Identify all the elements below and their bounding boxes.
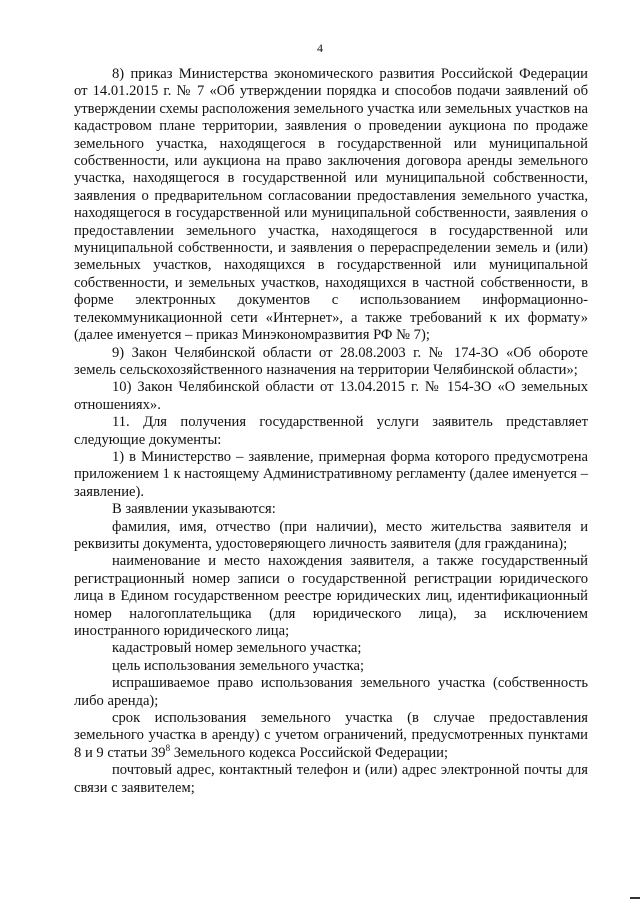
paragraph-full-name: фамилия, имя, отчество (при наличии), место жительства заявителя и реквизиты документа, удостоверяющего личность заявителя (для гражданина); bbox=[74, 518, 588, 552]
paragraph-requested-right: испрашиваемое право использования земельного участка (собственность либо аренда); bbox=[74, 675, 588, 709]
paragraph-application-contents: В заявлении указываются: bbox=[112, 501, 276, 518]
page-number: 4 bbox=[317, 41, 323, 55]
paragraph-item-10: 10) Закон Челябинской области от 13.04.2015 г. № 154-ЗО «О земельных отношениях». bbox=[74, 379, 588, 413]
paragraph-purpose: цель использования земельного участка; bbox=[112, 657, 365, 674]
document-body bbox=[74, 66, 588, 797]
paragraph-item-9: 9) Закон Челябинской области от 28.08.2003 г. № 174-ЗО «Об обороте земель сельскохозяйственного назначения на территории Челябинской области»; bbox=[74, 344, 588, 378]
paragraph-term-of-use bbox=[74, 710, 588, 762]
paragraph-cadastral-number: кадастровый номер земельного участка; bbox=[112, 640, 362, 657]
paragraph-contact: почтовый адрес, контактный телефон и (или) адрес электронной почты для связи с заявителем; bbox=[74, 762, 588, 796]
paragraph-section-11: 11. Для получения государственной услуги заявитель представляет следующие документы: bbox=[74, 414, 588, 448]
term-text-after: Земельного кодекса Российской Федерации; bbox=[170, 744, 449, 761]
paragraph-legal-entity: наименование и место нахождения заявителя, а также государственный регистрационный номер записи о государственной регистрации юридического лица в Едином государственном реестре юридических лиц, идентификационный номер налогоплательщика (для юридического лица), за исключением иностранного юридического лица; bbox=[74, 553, 588, 639]
corner-mark bbox=[630, 897, 640, 899]
article-superscript: 8 bbox=[165, 742, 171, 753]
paragraph-subitem-1: 1) в Министерство – заявление, примерная форма которого предусмотрена приложением 1 к настоящему Административному регламенту (далее именуется – заявление). bbox=[74, 448, 588, 500]
paragraph-item-8: 8) приказ Министерства экономического развития Российской Федерации от 14.01.2015 г. № 7 «Об утверждении порядка и способов подачи заявлений об утверждении схемы расположения земельного участка или земельных участков на кадастровом плане территории, заявления о проведении аукциона по продаже земельного участка, находящегося в государственной или муниципальной собственности, или аукциона на право заключения договора аренды земельного участка, находящегося в государственной или муниципальной собственности, заявления о предварительном согласовании предоставления земельного участка, находящегося в государственной или муниципальной собственности, заявления о предоставлении земельного участка, находящегося в государственной или муниципальной собственности, и заявления о перераспределении земель и (или) земельных участков, находящихся в государственной или муниципальной собственности, и земельных участков, находящихся в частной собственности, в форме электронных документов с использованием информационно-телекоммуникационной сети «Интернет», а также требований к их формату» (далее именуется – приказ Минэкономразвития РФ № 7); bbox=[74, 66, 588, 344]
term-text-before: срок использования земельного участка (в случае предоставления земельного участка в аренду) с учетом ограничений, предусмотренных пунктами 8 и 9 статьи 39 bbox=[74, 710, 588, 761]
